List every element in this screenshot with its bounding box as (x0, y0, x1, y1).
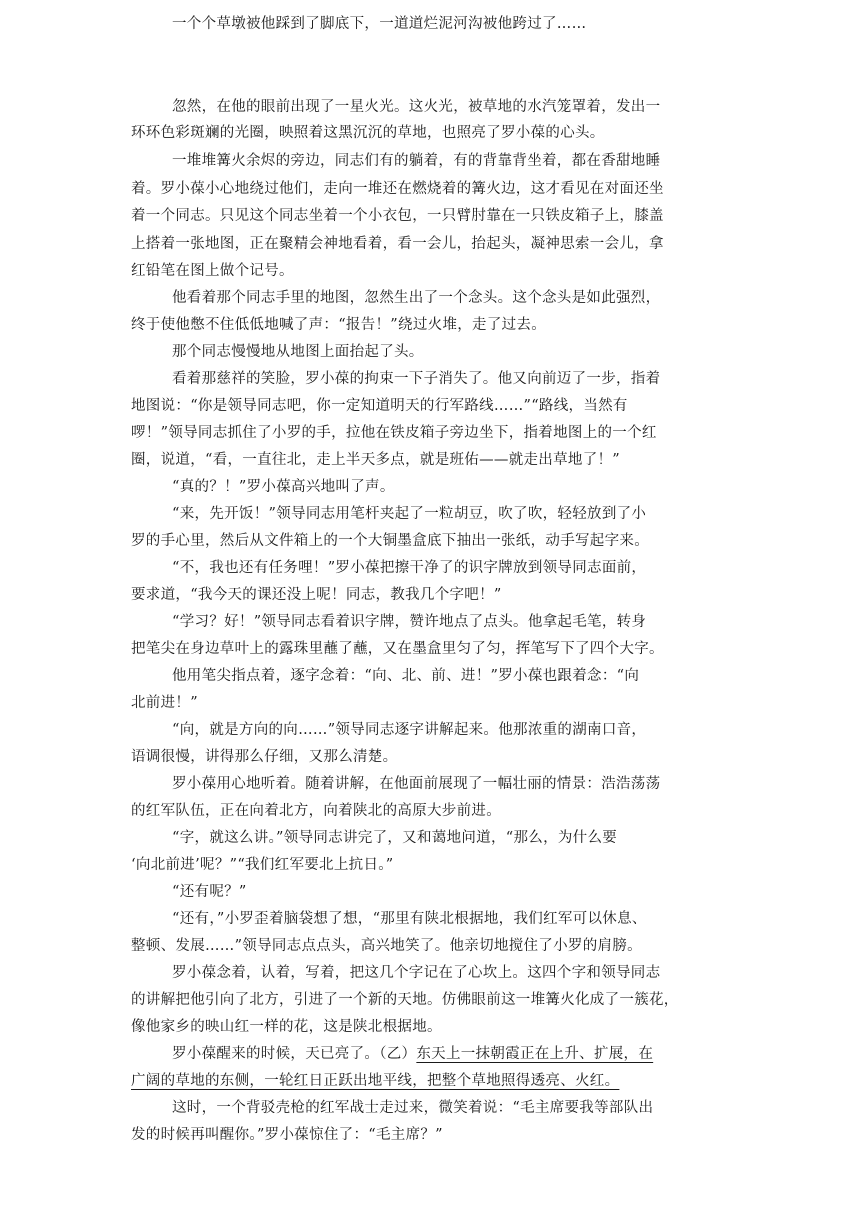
text-line: 这时，一个背驳壳枪的红军战士走过来，微笑着说：“毛主席要我等部队出 (172, 1100, 654, 1116)
text-line: 罗的手心里，然后从文件箱上的一个大铜墨盒底下抽出一张纸，动手写起字来。 (131, 533, 649, 549)
text-line: 环环色彩斑斓的光圈，映照着这黑沉沉的草地，也照亮了罗小葆的心头。 (131, 125, 605, 141)
text-line: “向，就是方向的向……”领导同志逐字讲解起来。他那浓重的湖南口音， (172, 722, 647, 738)
underlined-passage: 东天上一抹朝霞正在上升、扩展，在 (416, 1046, 654, 1062)
text-line: 要求道，“我今天的课还没上呢！同志，教我几个字吧！” (131, 587, 502, 603)
text-line: 着。罗小葆小心地绕过他们，走向一堆还在燃烧着的篝火边，这才看见在对面还坐 (131, 181, 664, 197)
text-line: 发的时候再叫醒你。”罗小葆惊住了：“毛主席？” (131, 1127, 443, 1143)
text-line: “真的？！”罗小葆高兴地叫了声。 (172, 479, 395, 495)
text-line: 整顿、发展……”领导同志点点头，高兴地笑了。他亲切地搅住了小罗的肩膀。 (131, 938, 642, 954)
text-line: 上搭着一张地图，正在聚精会神地看着，看一会儿，抬起头，凝神思索一会儿，拿 (131, 236, 664, 252)
text-line: 终于使他憋不住低低地喊了声：“报告！”绕过火堆，走了过去。 (131, 317, 547, 333)
text-line: ‘向北前进’呢？”“我们红军要北上抗日。” (131, 857, 394, 873)
text-line: 罗小葆念着，认着，写着，把这几个字记在了心坎上。这四个字和领导同志 (172, 965, 661, 981)
text-line: “不，我也还有任务哩！”罗小葆把擦干净了的识字牌放到领导同志面前， (172, 560, 647, 576)
text-line: “字，就这么讲。”领导同志讲完了，又和蔼地问道，“那么，为什么要 (172, 830, 618, 846)
text-line: 啰！”领导同志抓住了小罗的手，拉他在铁皮箱子旁边坐下，指着地图上的一个红 (131, 425, 657, 441)
text-line: 的讲解把他引向了北方，引进了一个新的天地。仿佛眼前这一堆篝火化成了一簇花， (131, 992, 679, 1008)
text-line: 看着那慈祥的笑脸，罗小葆的拘束一下子消失了。他又向前迈了一步，指着 (172, 371, 661, 387)
underlined-passage: 广阔的草地的东侧，一轮红日正跃出地平线，把整个草地照得透亮、火红。 (131, 1073, 620, 1089)
text-line: 把笔尖在身边草叶上的露珠里蘸了蘸，又在墨盒里匀了匀，挥笔写下了四个大字。 (131, 641, 664, 657)
text-line: 的红军队伍，正在向着北方，向着陕北的高原大步前进。 (131, 803, 501, 819)
text-line: 一堆堆篝火余烬的旁边，同志们有的躺着，有的背靠背坐着，都在香甜地睡 (172, 153, 661, 169)
text-line: “还有呢？” (172, 884, 247, 900)
text-line: 像他家乡的映山红一样的花，这是陕北根据地。 (131, 1019, 442, 1035)
text-line: 罗小葆用心地听着。随着讲解，在他面前展现了一幅壮丽的情景：浩浩荡荡 (172, 776, 661, 792)
text-line: 忽然，在他的眼前出现了一星火光。这火光，被草地的水汽笼罩着，发出一 (172, 99, 661, 115)
text-line: “学习？好！”领导同志看着识字牌，赞许地点了点头。他拿起毛笔，转身 (172, 614, 647, 630)
text-line: 着一个同志。只见这个同志坐着一个小衣包，一只臂肘靠在一只铁皮箱子上，膝盖 (131, 208, 664, 224)
text-line (172, 1044, 653, 1064)
text-line: 他用笔尖指点着，逐字念着：“向、北、前、进！”罗小葆也跟着念：“向 (172, 668, 640, 684)
text-line: 语调很慢，讲得那么仔细，又那么清楚。 (131, 749, 398, 765)
paragraph-lead-text: 罗小葆醒来的时候，天已亮了。（乙） (172, 1046, 417, 1062)
text-line: 红铅笔在图上做个记号。 (131, 263, 294, 279)
text-line: “来，先开饭！”领导同志用笔杆夹起了一粒胡豆，吹了吹，轻轻放到了小 (172, 506, 647, 522)
text-line: 地图说：“你是领导同志吧，你一定知道明天的行军路线……”“路线，当然有 (131, 398, 628, 414)
text-line: 北前进！” (131, 695, 198, 711)
text-line: “还有，”小罗歪着脑袋想了想，“那里有陕北根据地，我们红军可以休息、 (172, 911, 647, 927)
text-line: 圈，说道，“看，一直往北，走上半天多点，就是班佑——就走出草地了！” (131, 452, 621, 468)
text-line: 他看着那个同志手里的地图，忽然生出了一个念头。这个念头是如此强烈， (172, 290, 661, 306)
text-line: 一个个草墩被他踩到了脚底下，一道道烂泥河沟被他跨过了…… (172, 16, 587, 32)
text-line: 那个同志慢慢地从地图上面抬起了头。 (172, 344, 424, 360)
